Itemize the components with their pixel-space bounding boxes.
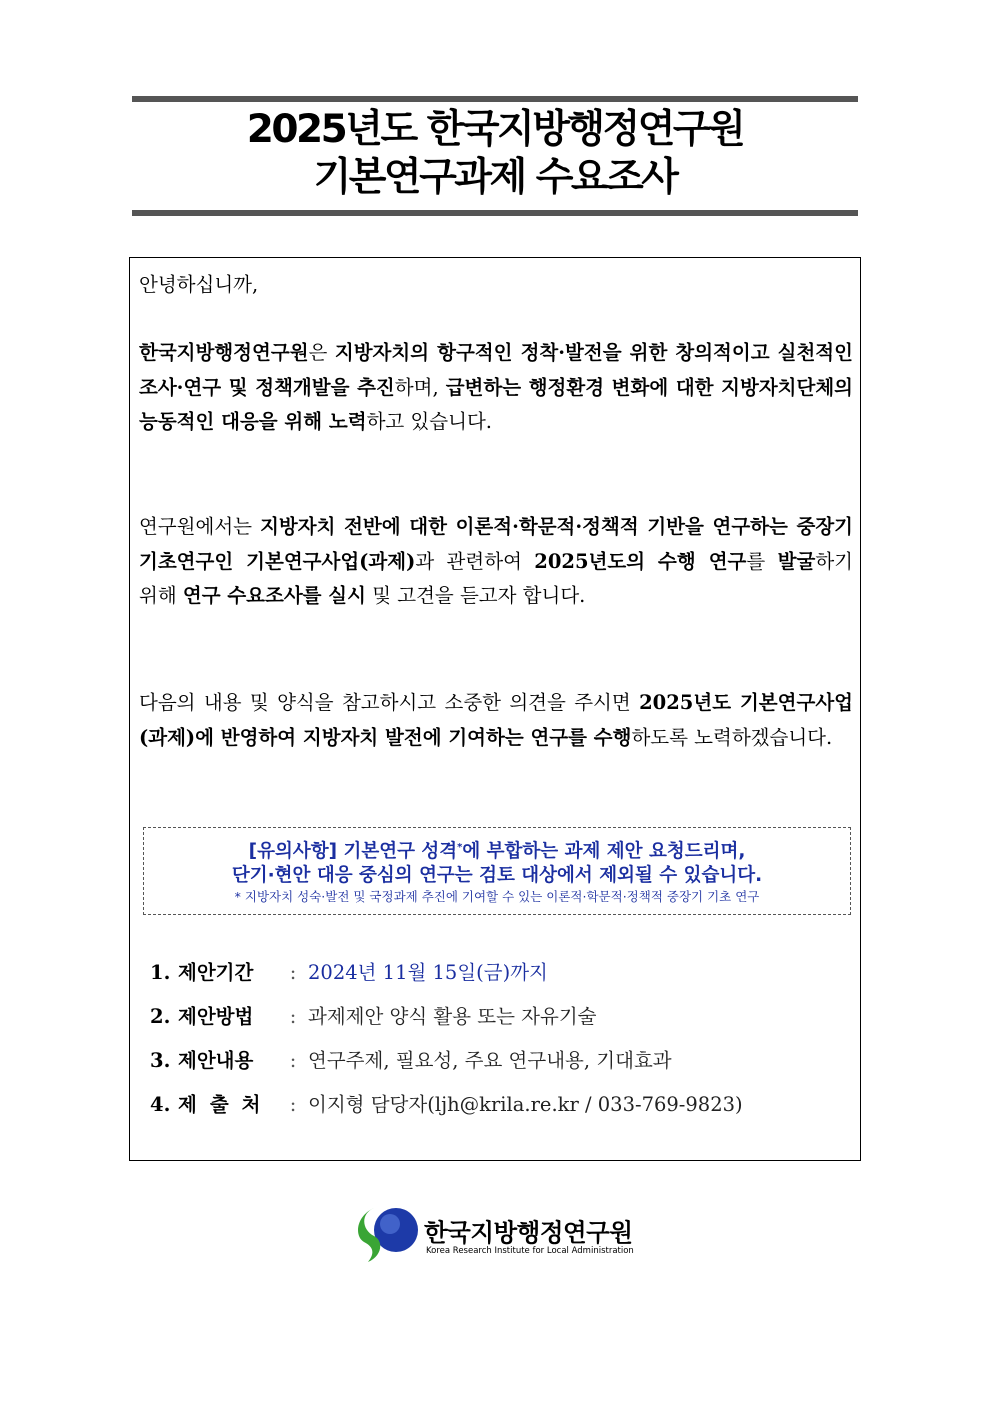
- institute-name-english: Korea Research Institute for Local Administration: [426, 1246, 634, 1256]
- text-segment: 2025년도의 수행 연구: [534, 549, 747, 573]
- text-segment: 연구원에서는: [139, 515, 261, 538]
- text-segment: 은: [308, 341, 335, 364]
- institute-name-korean: 한국지방행정연구원: [424, 1218, 633, 1247]
- greeting: 안녕하십니까,: [139, 273, 259, 296]
- document-title-line2: 기본연구과제 수요조사: [313, 155, 677, 200]
- text-segment: 지방자치의 항구적인 정착·발전을 위한 창의적이고 실천적인 조사·연구 및 정책개발을 추진: [139, 341, 853, 399]
- list-item-method: 2. 제안방법 : 과제제안 양식 활용 또는 자유기술: [150, 1005, 597, 1028]
- title-top-rule: [132, 96, 858, 102]
- text-segment: 과 관련하여: [415, 549, 535, 573]
- notice-box: [143, 827, 851, 915]
- list-item-period: 1. 제안기간 : 2024년 11월 15일(금)까지: [150, 958, 850, 1002]
- text-segment: 다음의 내용 및 양식을 참고하시고 소중한 의견을 주시면: [139, 691, 640, 714]
- purpose-paragraph: [139, 510, 853, 614]
- document-title-line1: 2025년도 한국지방행정연구원: [246, 107, 744, 152]
- text-segment: 연구 수요조사를 실시: [182, 584, 366, 607]
- title-bottom-rule: [132, 210, 858, 216]
- contact-value: 이지형 담당자(ljh@krila.re.kr / 033-769-9823): [308, 1093, 743, 1116]
- notice-footnote: * 지방자치 성숙·발전 및 국정과제 추진에 기여할 수 있는 이론적·학문적·정책적 중장기 기초 연구: [234, 889, 760, 905]
- request-paragraph: [139, 686, 853, 755]
- intro-paragraph: [139, 336, 853, 440]
- institute-logo: [352, 1200, 652, 1270]
- content-box: [129, 257, 861, 1161]
- text-segment: 2025년도 기본연구사업(과제)에 반영하여 지방자치 발전에 기여하는 연구를 수행: [139, 691, 853, 749]
- title-block: [132, 96, 858, 216]
- text-segment: 하며,: [394, 375, 446, 399]
- institute-emblem-icon: [352, 1200, 422, 1270]
- text-segment: 를: [746, 549, 778, 573]
- list-item-submit: 4. 제출처 : 이지형 담당자(ljh@krila.re.kr / 033-769-9823): [150, 1090, 850, 1134]
- text-segment: 하고 있습니다.: [366, 410, 492, 433]
- text-segment: 하도록 노력하겠습니다.: [631, 725, 833, 749]
- notice-line2: 단기·현안 대응 중심의 연구는 검토 대상에서 제외될 수 있습니다.: [231, 865, 763, 887]
- proposal-info-list: [150, 958, 850, 1134]
- proposal-period-value: 2024년 11월 15일(금)까지: [308, 961, 548, 984]
- text-segment: 급변하는 행정환경 변화에 대한 지방자치단체의 능동적인 대응을 위해 노력: [139, 375, 854, 433]
- notice-line1: [유의사항] 기본연구 성격*에 부합하는 과제 제안 요청드리며,: [248, 841, 746, 863]
- text-segment: 하기 위해: [139, 549, 853, 607]
- text-segment: 및 고견을 듣고자 합니다.: [366, 584, 586, 607]
- list-item-content: 3. 제안내용 : 연구주제, 필요성, 주요 연구내용, 기대효과: [150, 1049, 672, 1072]
- text-segment: 지방자치 전반에 대한 이론적·학문적·정책적 기반을 연구하는 중장기 기초연구인 기본연구사업(과제): [139, 515, 853, 573]
- text-segment: 발굴: [777, 549, 816, 573]
- text-segment: 한국지방행정연구원: [139, 341, 309, 364]
